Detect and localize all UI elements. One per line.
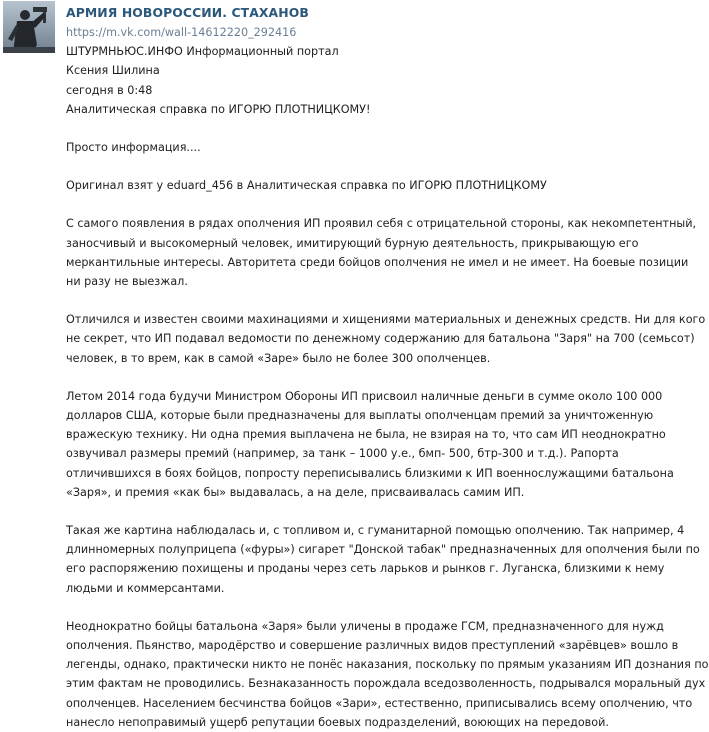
paragraph-line: Такая же картина наблюдалась и, с топливом и, с гуманитарной помощью ополчению. Так например, 4 (66, 524, 685, 538)
paragraph-line: отличившихся в боях бойцов, попросту переписывались близкими к ИП военнослужащими батальона (66, 466, 674, 480)
paragraph-line: Отличился и известен своими махинациями и хищениями материальных и денежных средств. Ни для кого (66, 313, 706, 327)
monument-image-icon (3, 1, 55, 53)
intro-paragraph (66, 138, 620, 157)
original-text: Оригинал взят у eduard_456 в Аналитическая справка по ИГОРЮ ПЛОТНИЦКОМУ (66, 179, 547, 193)
paragraph-line: Летом 2014 года будучи Министром Обороны ИП присвоил наличные деньги в сумме около 100 000 (66, 389, 663, 403)
post-time: сегодня в 0:48 (66, 83, 153, 97)
paragraph-line: его распоряжению похищены и проданы через сеть ларьков и рынков г. Луганска, близкими к нему (66, 562, 665, 576)
paragraph-line: длинномерных полуприцепа («фуры») сигарет "Донской табак" предназначенных для ополчения были по (66, 543, 700, 557)
paragraph-line: меркантильные интересы. Авторитета среди бойцов ополчения не имел и не имеет. На боевые позиции (66, 255, 689, 269)
post-url-link[interactable]: https://m.vk.com/wall-14612220_292416 (66, 26, 297, 39)
body-paragraph-4 (66, 521, 700, 598)
paragraph-line: озвучивал размеры премий (например, за танк – 1000 у.е., бмп- 500, бтр-300 и т.д.). Рапорта (66, 447, 619, 461)
paragraph-line: заносчивый и высокомерный человек, имитирующий бурную деятельность, прикрывающую его (66, 236, 639, 250)
paragraph-line: ополченцев. Населением бесчинства бойцов «Зари», естественно, приписывались всему ополчению, что (66, 696, 693, 710)
paragraph-line: нанесло непоправимый ущерб репутации боевых подразделений, воюющих на передовой. (66, 715, 609, 729)
paragraph-line: вражескую технику. Ни одна премия выплачена не была, не взирая на то, что сам ИП неоднократно (66, 428, 666, 442)
author-name-link[interactable]: АРМИЯ НОВОРОССИИ. СТАХАНОВ (66, 5, 309, 20)
post-content (66, 4, 709, 732)
paragraph-line: людьми и коммерсантами. (66, 581, 225, 595)
paragraph-line: человек, в то врем, как в самой «Заре» было не более 300 ополченцев. (66, 351, 491, 365)
person-name: Ксения Шилина (66, 64, 160, 78)
post-title: Аналитическая справка по ИГОРЮ ПЛОТНИЦКОМУ! (66, 102, 371, 116)
body-paragraph-2 (66, 310, 706, 368)
paragraph-line: долларов США, которые были предназначены для выплаты ополченцам премий за уничтоженную (66, 409, 654, 423)
paragraph-line: ни разу не выезжал. (66, 275, 188, 289)
source-line: ШТУРМНЬЮС.ИНФО Информационный портал (66, 45, 339, 59)
body-paragraph-3 (66, 387, 674, 502)
original-paragraph (66, 176, 620, 195)
intro-text: Просто информация.... (66, 141, 201, 155)
body-paragraph-5 (66, 617, 709, 732)
paragraph-line: ополчения. Пьянство, мародёрство и совершение различных видов преступлений «зарёвцев» вошло в (66, 639, 679, 653)
paragraph-line: Неоднократно бойцы батальона «Заря» были уличены в продаже ГСМ, предназначенного для нужд (66, 619, 664, 633)
paragraph-line: легенды, однако, практически никто не понёс наказания, поскольку по прямым указаниям ИП дознания по (66, 658, 709, 672)
avatar[interactable] (3, 1, 55, 53)
paragraph-line: этим фактам не проводились. Безнаказанность порождала вседозволенность, подрывался моральный дух (66, 677, 706, 691)
paragraph-line: «Заря», и премия «как бы» выдавалась, а на деле, присваивалась самим ИП. (66, 485, 525, 499)
paragraph-line: С самого появления в рядах ополчения ИП проявил себя с отрицательной стороны, как некомпетентный, (66, 217, 697, 231)
paragraph-line: не секрет, что ИП подавал ведомости по денежному содержанию для батальона "Заря" на 700 (семьсот) (66, 332, 695, 346)
body-paragraph-1 (66, 214, 697, 291)
